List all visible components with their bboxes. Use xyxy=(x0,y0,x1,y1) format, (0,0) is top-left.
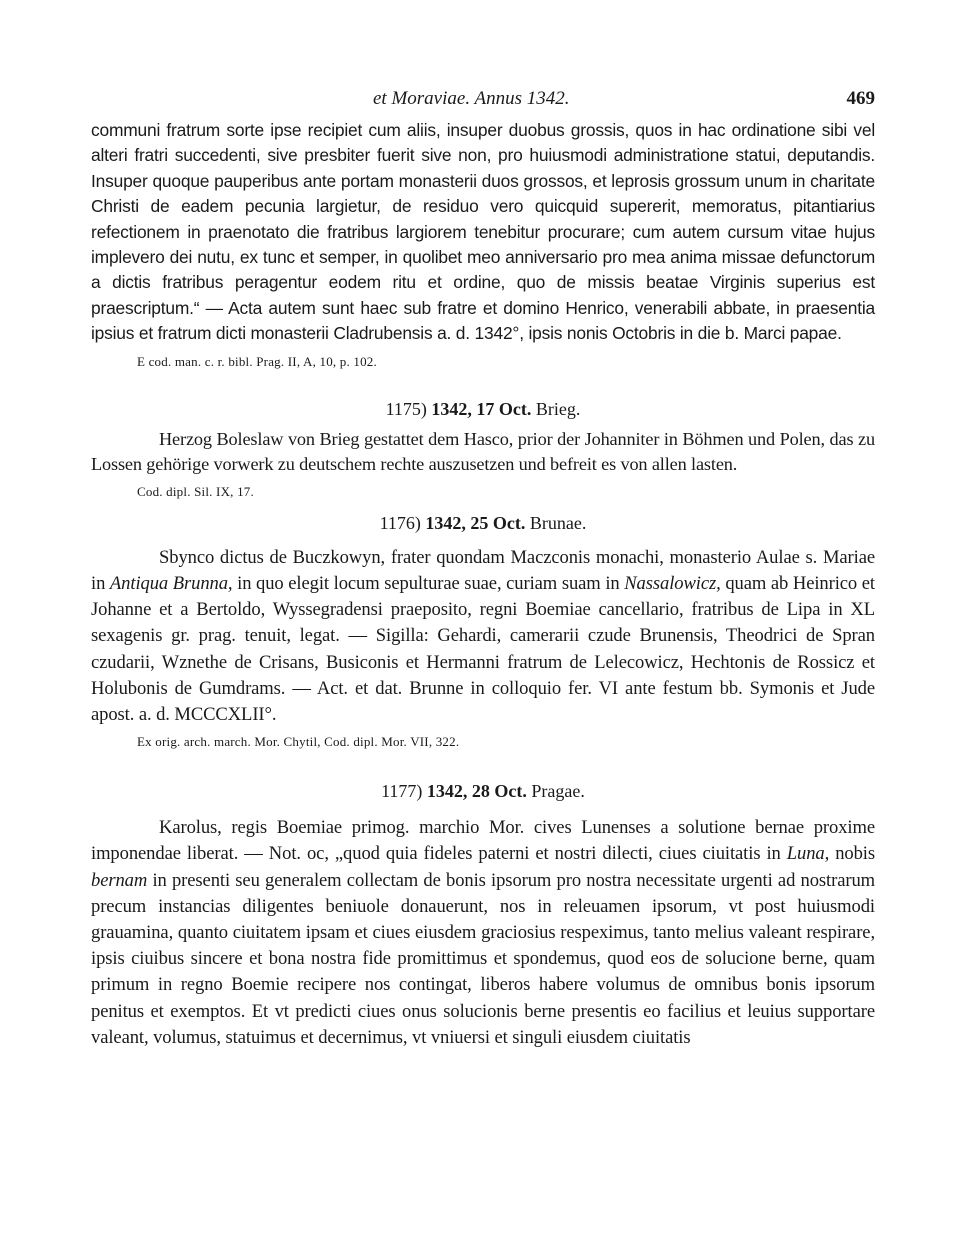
text-part: nobis xyxy=(829,843,876,865)
source-note: E cod. man. c. r. bibl. Prag. II, A, 10, p. 102. xyxy=(137,353,377,369)
source-note-1175: Cod. dipl. Sil. IX, 17. xyxy=(137,483,254,499)
entry-heading-1176 xyxy=(91,511,875,535)
entry-date: 1342, 17 Oct. xyxy=(431,398,532,419)
entry-heading-1177 xyxy=(91,779,875,803)
entry-text-1177 xyxy=(91,815,875,1051)
entry-text-1176 xyxy=(91,545,875,728)
running-head: et Moraviae. Annus 1342. xyxy=(373,88,570,109)
place-name-italic: Antiqua Brunna, xyxy=(109,573,233,595)
place-name-italic: Luna, xyxy=(786,843,830,865)
text-part: Karolus, regis Boemiae primog. marchio Mor. cives Lunenses a solutione bernae proxime imponendae liberat. — Not. oc, „quod quia fideles paterni et nostri dilecti, ciues ciuitatis in xyxy=(91,817,875,865)
document-page xyxy=(91,88,875,1051)
entry-number: 1177) xyxy=(381,781,423,802)
text-part: in quo elegit locum sepulturae suae, curiam suam in xyxy=(232,573,625,595)
entry-place: Brieg. xyxy=(535,398,581,419)
entry-number: 1176) xyxy=(379,512,421,533)
text-part: quam ab Heinrico et Johanne et a Bertoldo, Wyssegradensi praeposito, regni Boemiae cancellario, fratribus de Lipa in XL sexagenis gr. prag. tenuit, legat. — Sigilla: Gehardi, camerarii czude Brunensis, Theodrici de Spran czudarii, Wznethe de Crisans, Busiconis et Hermanni fratrum de Lelecowicz, Hechtonis de Rossicz et Holubonis de Gumdrams. — Act. et dat. Brunne in colloquio fer. VI ante festum bb. Symonis et Jude apost. a. d. MCCCXLII°. xyxy=(91,573,875,726)
source-note-1176: Ex orig. arch. march. Mor. Chytil, Cod. dipl. Mor. VII, 322. xyxy=(137,734,460,750)
entry-date: 1342, 28 Oct. xyxy=(426,781,527,802)
page-header xyxy=(91,88,875,118)
term-italic: bernam xyxy=(91,869,148,891)
entry-place: Pragae. xyxy=(531,781,585,802)
text-part: in presenti seu generalem collectam de bonis ipsorum pro nostra necessitate urgenti ad nostrarum precum instancias diligentes beniuole donauerunt, nos in releuamen ipsorum, vt post huiusmodi grauamina, quanto ciuitatem ipsam et ciues eiusdem graciosius respeximus, tanto melius valeant respirare, ipsis ciuibus sincere et bona nostra fide promittimus et spondemus, quod eos de solucione berne, quam primum in regno Boemie recipere nos contingat, liberos habere volumus de omnibus bonis ipsorum penitus et exemptos. Et vt predicti ciues onus solucionis berne presentis eo facilius et leuius supportare valeant, volumus, statuimus et decernimus, vt vniuersi et singuli eiusdem ciuitatis xyxy=(91,869,875,1048)
continuation-paragraph: communi fratrum sorte ipse recipiet cum aliis, insuper duobus grossis, quos in hac ordinatione sibi vel alteri fratri succedenti, sive presbiter fuerit sive non, pro huiusmodi administratione statui, deputandis. Insuper quoque pauperibus ante portam monasterii duos grossos, et leprosis grossum unum in charitate Christi de eadem pecunia largietur, de residuo vero quicquid supererit, memoratus, pitantiarius refectionem in praenotato die fratribus largiorem tenebitur procurare; cum autem cursum vitae hujus implevero dei nutu, ex tunc et semper, in quolibet meo anniversario pro mea anima missae defunctorum a dictis fratribus peragentur eodem ritu et ordine, quo de missis beatae Virginis superius est praescriptum.“ — Acta autem sunt haec sub fratre et domino Henrico, venerabili abbate, in praesentia ipsius et fratrum dicti monasterii Cladrubensis a. d. 1342°, ipsis nonis Octobris in die b. Marci papae. xyxy=(91,120,875,344)
entry-number: 1175) xyxy=(385,398,427,419)
entry-date: 1342, 25 Oct. xyxy=(425,512,526,533)
place-name-italic: Nassalowicz, xyxy=(624,573,721,595)
entry-place: Brunae. xyxy=(529,512,587,533)
entry-text-1175: Herzog Boleslaw von Brieg gestattet dem Hasco, prior der Johanniter in Böhmen und Polen, das zu Lossen gehörige vorwerk zu deutschem rechte auszusetzen und befreit es von allen lasten. xyxy=(91,428,875,475)
page-number: 469 xyxy=(846,88,875,109)
text-part: Sbynco dictus de Buczkowyn, frater quondam Maczconis monachi, monasterio Aulae s. Mariae in xyxy=(91,546,875,595)
entry-heading-1175 xyxy=(91,397,875,421)
